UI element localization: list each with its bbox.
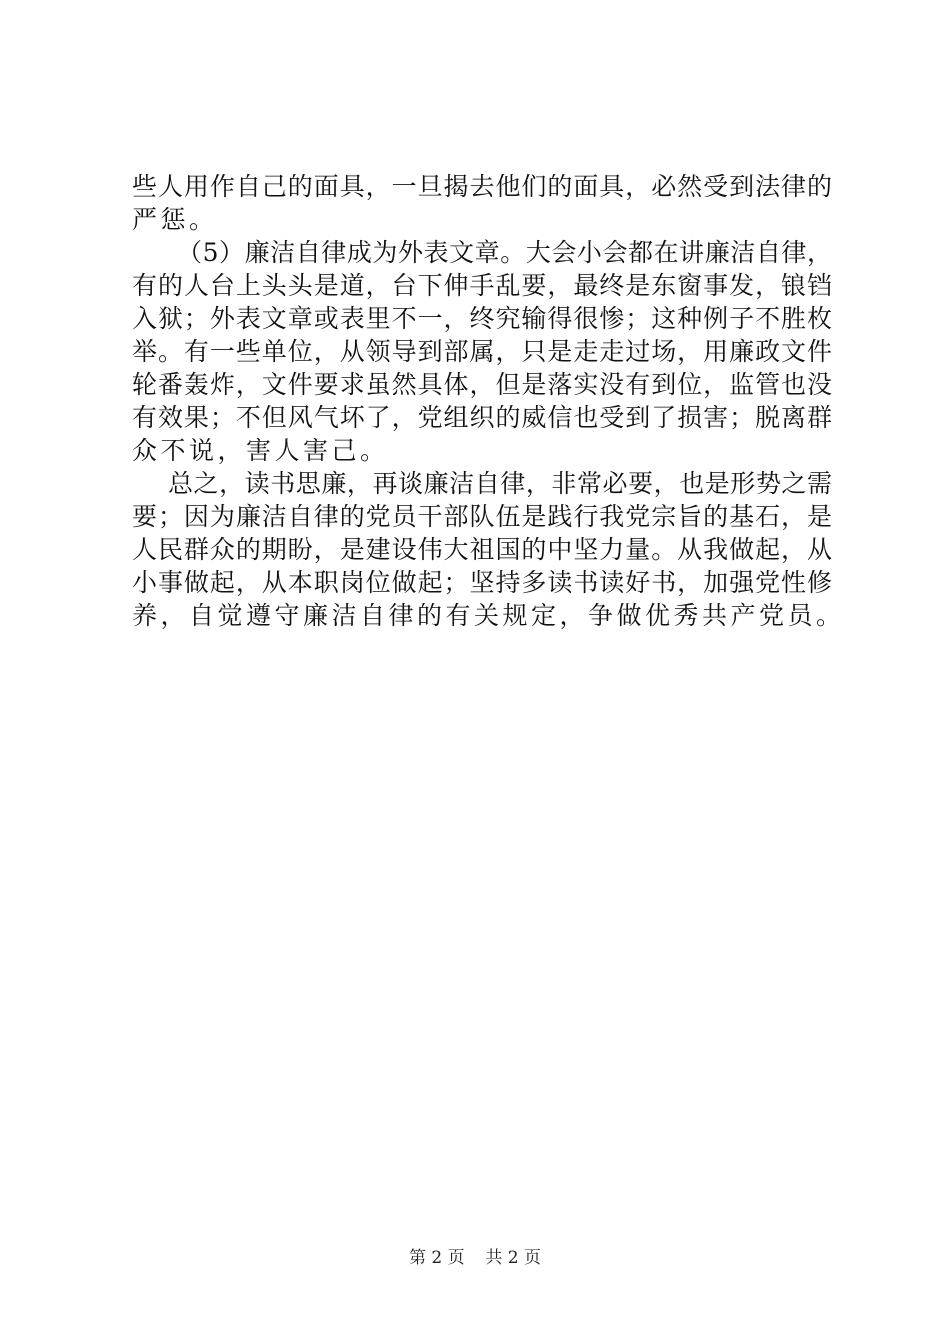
page-footer <box>0 1243 950 1268</box>
text-line: 严惩。 <box>132 205 218 234</box>
text-line: 众不说，害人害己。 <box>132 436 389 465</box>
text-line: 有的人台上头头是道，台下伸手乱要，最终是东窗事发，锒铛 <box>132 271 832 300</box>
text-line: 人民群众的期盼，是建设伟大祖国的中坚力量。从我做起，从 <box>132 535 832 564</box>
text-line: 总之，读书思廉，再谈廉洁自律，非常必要，也是形势之需 <box>168 469 832 498</box>
text-line: 养，自觉遵守廉洁自律的有关规定，争做优秀共产党员。 <box>132 601 845 630</box>
page-total: 共 2 页 <box>485 1248 542 1268</box>
document-body <box>132 170 845 632</box>
text-line: 轮番轰炸，文件要求虽然具体，但是落实没有到位，监管也没 <box>132 370 832 399</box>
text-line: 有效果；不但风气坏了，党组织的威信也受到了损害；脱离群 <box>132 403 832 432</box>
text-line: 举。有一些单位，从领导到部属，只是走走过场，用廉政文件 <box>132 337 832 366</box>
text-line: 要；因为廉洁自律的党员干部队伍是践行我党宗旨的基石，是 <box>132 502 832 531</box>
text-line: （5）廉洁自律成为外表文章。大会小会都在讲廉洁自律， <box>177 238 832 267</box>
text-line: 些人用作自己的面具，一旦揭去他们的面具，必然受到法律的 <box>132 172 832 201</box>
text-line: 入狱；外表文章或表里不一，终究输得很惨；这种例子不胜枚 <box>132 304 832 333</box>
text-line: 小事做起，从本职岗位做起；坚持多读书读好书，加强党性修 <box>132 568 832 597</box>
page-number: 第 2 页 <box>408 1248 465 1268</box>
